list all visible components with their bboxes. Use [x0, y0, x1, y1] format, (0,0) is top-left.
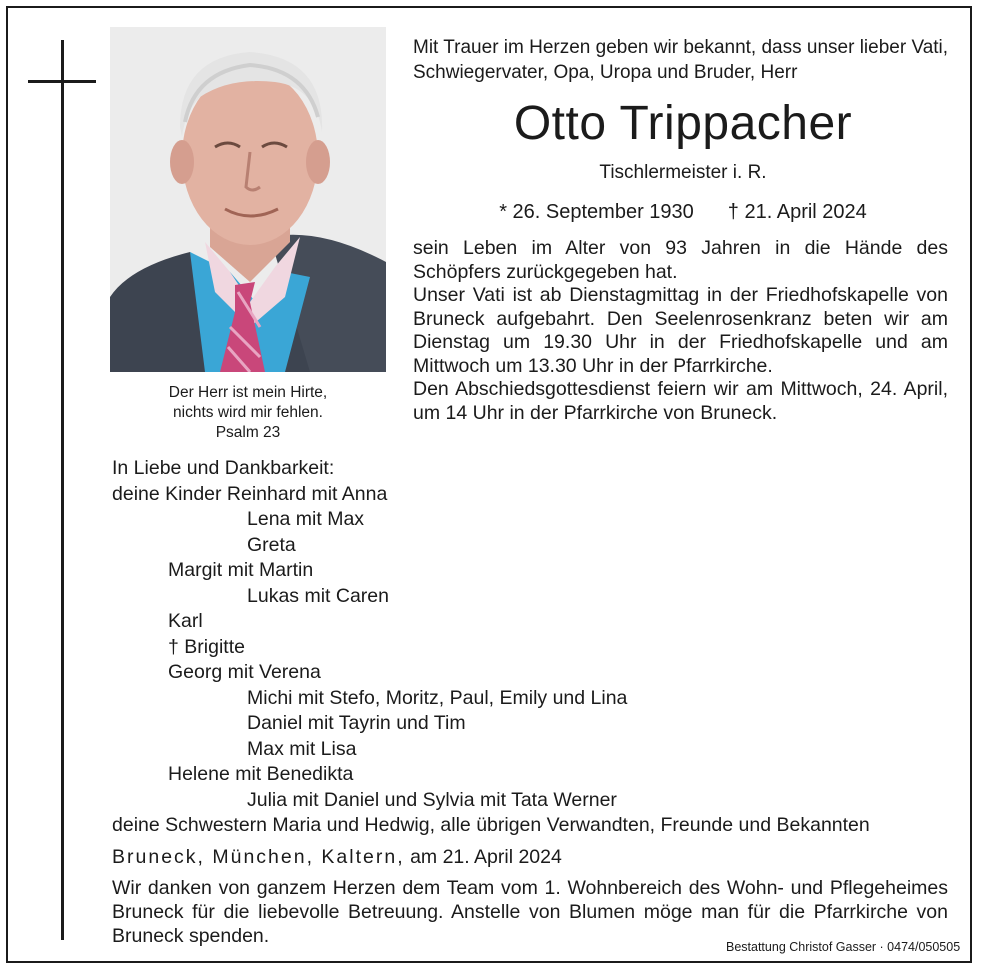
- family-row: † Brigitte: [168, 635, 245, 658]
- death-date: † 21. April 2024: [727, 201, 867, 223]
- family-row: Lena mit Max: [247, 508, 365, 530]
- intro-text: Mit Trauer im Herzen geben wir bekannt, dass unser lieber Vati, Schwiegervater, Opa, Uropa und Bruder, Herr: [413, 37, 949, 83]
- family-row: Daniel mit Tayrin und Tim: [247, 712, 466, 734]
- deceased-name: Otto Trippacher: [513, 97, 853, 150]
- family-row: Greta: [247, 533, 296, 556]
- family-row: deine Schwestern Maria und Hedwig, alle übrigen Verwandten, Freunde und Bekannten: [112, 814, 870, 836]
- family-row: Karl: [168, 610, 203, 632]
- family-row: Helene mit Benedikta: [168, 763, 354, 785]
- family-row: Georg mit Verena: [168, 661, 321, 683]
- thanks-text: Wir danken von ganzem Herzen dem Team vom 1. Wohnbereich des Wohn- und Pflegeheimes Bruneck für die liebevolle Betreuung. Anstelle von Blumen möge man für die Pfarrkirche von Bruneck spenden.: [112, 877, 948, 947]
- family-heading: In Liebe und Dankbarkeit:: [112, 457, 335, 479]
- family-list: [112, 456, 942, 839]
- place-names: Bruneck, München, Kaltern,: [112, 846, 405, 868]
- family-row: Max mit Lisa: [247, 737, 357, 760]
- psalm-line-1: Der Herr ist mein Hirte,: [168, 384, 328, 401]
- family-row: Michi mit Stefo, Moritz, Paul, Emily und Lina: [247, 686, 628, 709]
- birth-date: * 26. September 1930: [499, 201, 694, 223]
- portrait-illustration: [110, 27, 386, 372]
- profession: Tischlermeister i. R.: [599, 162, 767, 183]
- body-paragraph: Den Abschiedsgottesdienst feiern wir am Mittwoch, 24. April, um 14 Uhr in der Pfarrkirche von Bruneck.: [413, 378, 948, 424]
- life-dates: [413, 199, 953, 225]
- place-and-date: [112, 844, 942, 870]
- cross-horizontal-bar: [28, 80, 96, 83]
- portrait-photo: [110, 27, 386, 372]
- announcement-body: [413, 237, 948, 425]
- psalm-reference: Psalm 23: [215, 424, 281, 441]
- body-paragraph: sein Leben im Alter von 93 Jahren in die Hände des Schöpfers zurückgegeben hat.: [413, 237, 948, 283]
- announcement-date: am 21. April 2024: [410, 846, 562, 868]
- family-row: Lukas mit Caren: [247, 584, 389, 607]
- family-row: Julia mit Daniel und Sylvia mit Tata Werner: [247, 788, 617, 811]
- psalm-line-2: nichts wird mir fehlen.: [173, 404, 323, 421]
- body-paragraph: Unser Vati ist ab Dienstagmittag in der Friedhofskapelle von Bruneck aufgebahrt. Den Seelenrosenkranz beten wir am Dienstag um 19.30 Uhr in der Friedhofskapelle und am Mittwoch um 13.30 Uhr in der Pfarrkirche.: [413, 284, 948, 377]
- cross-vertical-bar: [61, 40, 64, 940]
- family-row: Margit mit Martin: [168, 559, 314, 581]
- funeral-home-credit: Bestattung Christof Gasser · 0474/050505: [726, 940, 961, 954]
- psalm-quote: [110, 383, 386, 443]
- family-row: deine Kinder Reinhard mit Anna: [112, 482, 388, 505]
